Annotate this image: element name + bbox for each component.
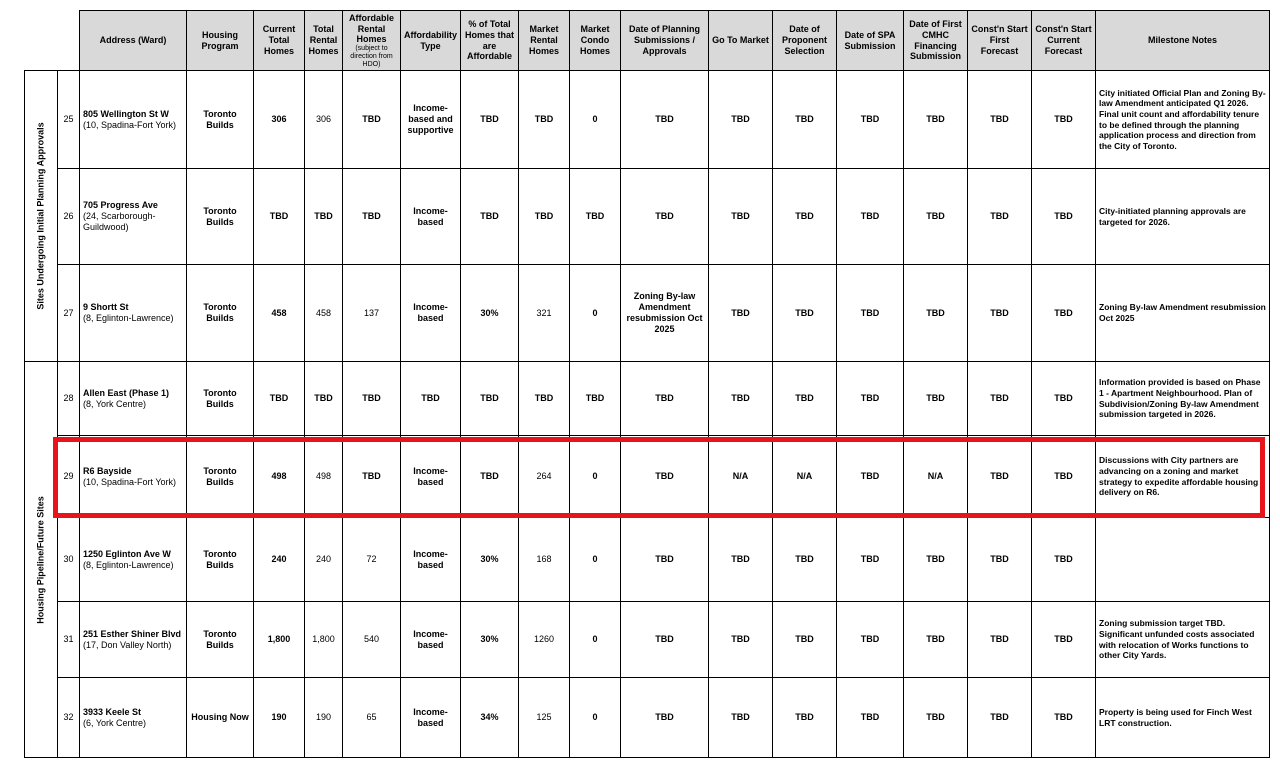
total-rental-homes: 498	[305, 436, 343, 518]
header-affordable-rental	[343, 11, 401, 71]
go-to-market: N/A	[709, 436, 773, 518]
cmhc-submission: TBD	[904, 678, 968, 758]
site-address	[80, 518, 187, 602]
planning-date: Zoning By-law Amendment resubmission Oct 2025	[621, 265, 709, 362]
market-condo-homes: 0	[570, 265, 621, 362]
start-first-forecast: TBD	[968, 678, 1032, 758]
spa-submission: TBD	[837, 602, 904, 678]
header-address: Address (Ward)	[80, 11, 187, 71]
site-ward: (8, Eglinton-Lawrence)	[83, 559, 174, 570]
milestone-notes: City initiated Official Plan and Zoning By-law Amendment anticipated Q1 2026. Final unit count and affordability tenure to be defined through the planning application process and direction from the City of Toronto.	[1096, 71, 1270, 169]
header-affordable-rental-sub: (subject to direction from HDO)	[350, 45, 393, 68]
header-go-to-market: Go To Market	[709, 11, 773, 71]
cmhc-submission: TBD	[904, 602, 968, 678]
row-number: 32	[58, 678, 80, 758]
start-current-forecast: TBD	[1032, 436, 1096, 518]
go-to-market: TBD	[709, 71, 773, 169]
market-rental-homes: 321	[519, 265, 570, 362]
start-current-forecast: TBD	[1032, 518, 1096, 602]
header-total-rental: Total Rental Homes	[305, 11, 343, 71]
planning-date: TBD	[621, 169, 709, 265]
milestone-notes: Discussions with City partners are advancing on a zoning and market strategy to expedite affordable housing delivery on R6.	[1096, 436, 1270, 518]
market-condo-homes: 0	[570, 602, 621, 678]
cmhc-submission: TBD	[904, 71, 968, 169]
site-address	[80, 436, 187, 518]
site-ward: (8, Eglinton-Lawrence)	[83, 313, 174, 323]
total-rental-homes: 190	[305, 678, 343, 758]
planning-date: TBD	[621, 602, 709, 678]
site-name: 251 Esther Shiner Blvd	[83, 628, 182, 639]
start-current-forecast: TBD	[1032, 71, 1096, 169]
current-total-homes: TBD	[254, 362, 305, 436]
table-row	[25, 602, 1270, 678]
affordability-type: Income-based	[401, 678, 461, 758]
housing-program: Toronto Builds	[187, 436, 254, 518]
proponent-selection: TBD	[773, 265, 837, 362]
cmhc-submission: N/A	[904, 436, 968, 518]
affordable-rental-homes: TBD	[343, 362, 401, 436]
current-total-homes: 1,800	[254, 602, 305, 678]
market-rental-homes: 125	[519, 678, 570, 758]
proponent-selection: TBD	[773, 602, 837, 678]
start-current-forecast: TBD	[1032, 362, 1096, 436]
cmhc-submission: TBD	[904, 265, 968, 362]
header-start-current: Const'n Start Current Forecast	[1032, 11, 1096, 71]
milestone-notes: City-initiated planning approvals are targeted for 2026.	[1096, 169, 1270, 265]
header-pct-affordable: % of Total Homes that are Affordable	[461, 11, 519, 71]
group-planning	[25, 71, 58, 362]
start-current-forecast: TBD	[1032, 169, 1096, 265]
planning-date: TBD	[621, 362, 709, 436]
current-total-homes: TBD	[254, 169, 305, 265]
spa-submission: TBD	[837, 71, 904, 169]
current-total-homes: 458	[254, 265, 305, 362]
site-name: R6 Bayside	[83, 465, 132, 476]
total-rental-homes: TBD	[305, 169, 343, 265]
site-name: Allen East (Phase 1)	[83, 387, 170, 398]
start-current-forecast: TBD	[1032, 265, 1096, 362]
site-ward: (10, Spadina-Fort York)	[83, 119, 177, 130]
cmhc-submission: TBD	[904, 518, 968, 602]
row-number: 25	[58, 71, 80, 169]
site-address	[80, 362, 187, 436]
go-to-market: TBD	[709, 518, 773, 602]
spa-submission: TBD	[837, 169, 904, 265]
go-to-market: TBD	[709, 169, 773, 265]
affordable-rental-homes: TBD	[343, 169, 401, 265]
table-row	[25, 362, 1270, 436]
table-row	[25, 436, 1270, 518]
header-blank-group	[25, 11, 58, 71]
start-current-forecast: TBD	[1032, 602, 1096, 678]
spa-submission: TBD	[837, 436, 904, 518]
housing-sites-table	[24, 10, 1270, 758]
site-address	[80, 265, 187, 362]
header-cmhc-submission: Date of First CMHC Financing Submission	[904, 11, 968, 71]
spa-submission: TBD	[837, 265, 904, 362]
start-first-forecast: TBD	[968, 602, 1032, 678]
affordability-type: TBD	[401, 362, 461, 436]
cmhc-submission: TBD	[904, 362, 968, 436]
market-condo-homes: 0	[570, 71, 621, 169]
affordability-type: Income-based	[401, 265, 461, 362]
proponent-selection: TBD	[773, 169, 837, 265]
site-ward: (8, York Centre)	[83, 398, 147, 409]
planning-date: TBD	[621, 678, 709, 758]
site-ward: (24, Scarborough-Guildwood)	[83, 211, 156, 232]
affordable-rental-homes: TBD	[343, 436, 401, 518]
total-rental-homes: TBD	[305, 362, 343, 436]
site-name: 805 Wellington St W	[83, 108, 169, 119]
go-to-market: TBD	[709, 678, 773, 758]
spa-submission: TBD	[837, 518, 904, 602]
pct-affordable: TBD	[461, 71, 519, 169]
milestone-notes: Property is being used for Finch West LRT construction.	[1096, 678, 1270, 758]
group-planning-label: Sites Undergoing Initial Planning Approvals	[35, 122, 46, 310]
proponent-selection: TBD	[773, 362, 837, 436]
header-current-total: Current Total Homes	[254, 11, 305, 71]
header-start-first: Const'n Start First Forecast	[968, 11, 1032, 71]
start-first-forecast: TBD	[968, 265, 1032, 362]
go-to-market: TBD	[709, 265, 773, 362]
affordable-rental-homes: TBD	[343, 71, 401, 169]
affordable-rental-homes: 540	[343, 602, 401, 678]
pct-affordable: 30%	[461, 265, 519, 362]
housing-program: Toronto Builds	[187, 265, 254, 362]
spa-submission: TBD	[837, 362, 904, 436]
pct-affordable: TBD	[461, 362, 519, 436]
planning-date: TBD	[621, 436, 709, 518]
pct-affordable: 30%	[461, 518, 519, 602]
milestone-notes: Zoning By-law Amendment resubmission Oct 2025	[1096, 265, 1270, 362]
table-row	[25, 71, 1270, 169]
affordability-type: Income-based	[401, 169, 461, 265]
table-row	[25, 169, 1270, 265]
header-planning-date: Date of Planning Submissions / Approvals	[621, 11, 709, 71]
current-total-homes: 190	[254, 678, 305, 758]
proponent-selection: TBD	[773, 518, 837, 602]
current-total-homes: 498	[254, 436, 305, 518]
row-number: 28	[58, 362, 80, 436]
site-address	[80, 169, 187, 265]
site-ward: (10, Spadina-Fort York)	[83, 476, 177, 487]
header-blank-num	[58, 11, 80, 71]
total-rental-homes: 306	[305, 71, 343, 169]
affordability-type: Income-based and supportive	[401, 71, 461, 169]
market-rental-homes: 264	[519, 436, 570, 518]
row-number: 27	[58, 265, 80, 362]
start-first-forecast: TBD	[968, 169, 1032, 265]
proponent-selection: N/A	[773, 436, 837, 518]
site-name: 9 Shortt St	[83, 302, 129, 313]
housing-program: Toronto Builds	[187, 71, 254, 169]
header-market-rental: Market Rental Homes	[519, 11, 570, 71]
header-market-condo: Market Condo Homes	[570, 11, 621, 71]
affordable-rental-homes: 137	[343, 265, 401, 362]
table-row	[25, 265, 1270, 362]
milestone-notes	[1096, 518, 1270, 602]
spa-submission: TBD	[837, 678, 904, 758]
affordability-type: Income-based	[401, 436, 461, 518]
site-address	[80, 678, 187, 758]
housing-program: Toronto Builds	[187, 602, 254, 678]
start-first-forecast: TBD	[968, 71, 1032, 169]
affordability-type: Income-based	[401, 602, 461, 678]
current-total-homes: 240	[254, 518, 305, 602]
market-rental-homes: TBD	[519, 71, 570, 169]
header-notes: Milestone Notes	[1096, 11, 1270, 71]
total-rental-homes: 458	[305, 265, 343, 362]
affordable-rental-homes: 65	[343, 678, 401, 758]
housing-program: Toronto Builds	[187, 362, 254, 436]
market-condo-homes: TBD	[570, 169, 621, 265]
site-address	[80, 71, 187, 169]
proponent-selection: TBD	[773, 71, 837, 169]
row-number: 31	[58, 602, 80, 678]
housing-program: Toronto Builds	[187, 518, 254, 602]
planning-date: TBD	[621, 518, 709, 602]
total-rental-homes: 1,800	[305, 602, 343, 678]
market-rental-homes: TBD	[519, 362, 570, 436]
header-row	[25, 11, 1270, 71]
site-name: 3933 Keele St	[83, 706, 142, 717]
row-number: 29	[58, 436, 80, 518]
header-program: Housing Program	[187, 11, 254, 71]
affordable-rental-homes: 72	[343, 518, 401, 602]
row-number: 26	[58, 169, 80, 265]
market-rental-homes: 168	[519, 518, 570, 602]
table-row	[25, 678, 1270, 758]
market-condo-homes: TBD	[570, 362, 621, 436]
market-condo-homes: 0	[570, 678, 621, 758]
site-name: 1250 Eglinton Ave W	[83, 548, 171, 559]
planning-date: TBD	[621, 71, 709, 169]
market-condo-homes: 0	[570, 518, 621, 602]
site-ward: (6, York Centre)	[83, 717, 147, 728]
start-first-forecast: TBD	[968, 436, 1032, 518]
table-row	[25, 518, 1270, 602]
milestone-notes: Zoning submission target TBD. Significant unfunded costs associated with relocation of Works functions to other City Yards.	[1096, 602, 1270, 678]
start-first-forecast: TBD	[968, 518, 1032, 602]
market-rental-homes: TBD	[519, 169, 570, 265]
housing-program: Toronto Builds	[187, 169, 254, 265]
milestone-notes: Information provided is based on Phase 1 - Apartment Neighbourhood. Plan of Subdivision/Zoning By-law Amendment submission targeted in 2026.	[1096, 362, 1270, 436]
header-spa-submission: Date of SPA Submission	[837, 11, 904, 71]
row-number: 30	[58, 518, 80, 602]
market-rental-homes: 1260	[519, 602, 570, 678]
header-proponent-selection: Date of Proponent Selection	[773, 11, 837, 71]
group-pipeline-label: Housing Pipeline/Future Sites	[35, 495, 46, 624]
site-name: 705 Progress Ave	[83, 200, 158, 211]
current-total-homes: 306	[254, 71, 305, 169]
total-rental-homes: 240	[305, 518, 343, 602]
affordability-type: Income-based	[401, 518, 461, 602]
housing-program: Housing Now	[187, 678, 254, 758]
start-current-forecast: TBD	[1032, 678, 1096, 758]
site-address	[80, 602, 187, 678]
site-ward: (17, Don Valley North)	[83, 639, 172, 650]
pct-affordable: 30%	[461, 602, 519, 678]
cmhc-submission: TBD	[904, 169, 968, 265]
pct-affordable: TBD	[461, 169, 519, 265]
header-affordability-type: Affordability Type	[401, 11, 461, 71]
group-pipeline	[25, 362, 58, 758]
pct-affordable: TBD	[461, 436, 519, 518]
header-affordable-rental-label: Affordable Rental Homes	[349, 12, 394, 45]
go-to-market: TBD	[709, 362, 773, 436]
market-condo-homes: 0	[570, 436, 621, 518]
start-first-forecast: TBD	[968, 362, 1032, 436]
go-to-market: TBD	[709, 602, 773, 678]
proponent-selection: TBD	[773, 678, 837, 758]
pct-affordable: 34%	[461, 678, 519, 758]
